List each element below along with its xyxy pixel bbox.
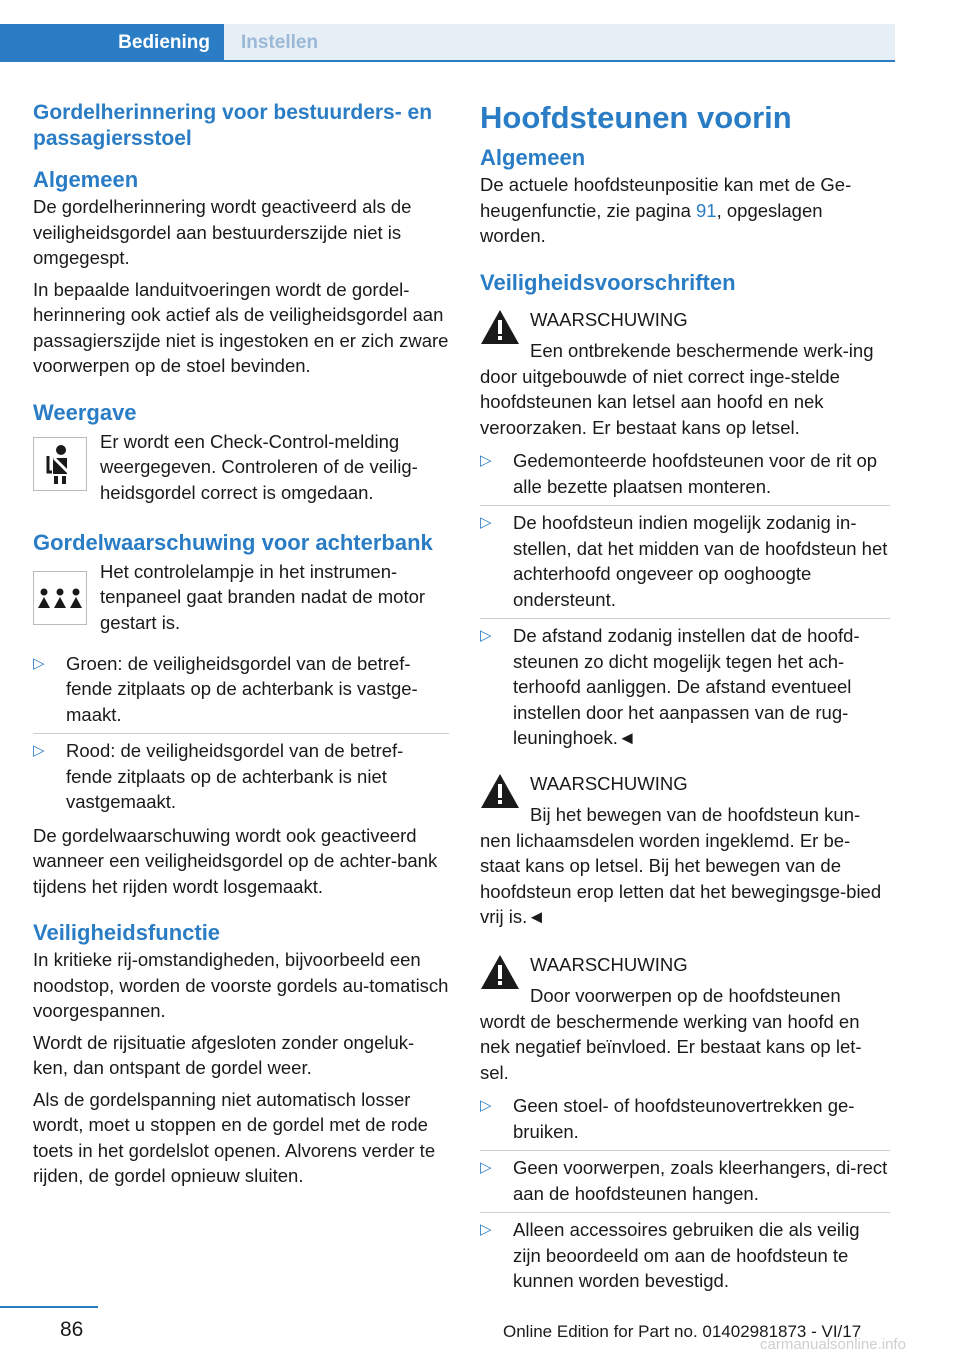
tab-instellen[interactable]: Instellen [224, 24, 895, 62]
page-link[interactable]: 91 [696, 199, 717, 221]
subheading-veiligheidsfunctie: Veiligheidsfunctie [33, 920, 221, 945]
warning-block [480, 952, 890, 1086]
triangle-bullet-icon: ▷ [480, 1159, 492, 1176]
warning-icon [480, 954, 520, 990]
list-item: ▷ De afstand zodanig instellen dat de hoofd-steunen zo dicht mogelijk tegen het ach-terhoofd aanliggen. De afstand eventueel instellen door het aanpassen van de rug-leuninghoek.◄ [480, 625, 860, 748]
paragraph: De gordelwaarschuwing wordt ook geactiveerd wanneer een veiligheidsgordel op de achter-bank tijdens het rijden wordt losgemaakt. [33, 824, 438, 897]
list-item: ▷ De hoofdsteun indien mogelijk zodanig in-stellen, dat het midden van de hoofdsteun het achterhoofd ongeveer op ooghoogte ondersteunt. [480, 506, 890, 619]
triangle-bullet-icon: ▷ [480, 1097, 492, 1114]
subheading-algemeen: Algemeen [480, 145, 586, 170]
list-item: ▷ Rood: de veiligheidsgordel van de betref-fende zitplaats op de achterbank is niet vastgemaakt. [33, 740, 404, 812]
subheading-achterbank: Gordelwaarschuwing voor achterbank [33, 529, 433, 555]
subheading-algemeen: Algemeen [33, 167, 139, 192]
paragraph: De actuele hoofdsteunpositie kan met de Ge-heugenfunctie, zie pagina 91, opgeslagen worden. [480, 174, 852, 246]
warning-block [480, 307, 890, 441]
triangle-bullet-icon: ▷ [480, 1221, 492, 1238]
triangle-bullet-icon: ▷ [33, 654, 45, 672]
edition-text: Online Edition for Part no. 01402981873 - VI/17 [503, 1322, 862, 1341]
weergave-text: Er wordt een Check-Control-melding weergegeven. Controleren of de veilig-heidsgordel correct is omgedaan. [100, 430, 418, 503]
list-item: ▷ Geen stoel- of hoofdsteunovertrekken ge-bruiken. [480, 1089, 890, 1151]
seatbelt-icon [33, 437, 87, 491]
list-item: ▷ Groen: de veiligheidsgordel van de betref-fende zitplaats op de achterbank is vastge-maakt. [33, 647, 449, 735]
subheading-veiligheidsvoorschriften: Veiligheidsvoorschriften [480, 269, 736, 295]
triangle-bullet-icon: ▷ [480, 627, 492, 644]
warning-text: Bij het bewegen van de hoofdsteun kun-nen lichaamsdelen worden ingeklemd. Er be-staat kans op letsel. Bij het bewegen van de hoofdsteun erop letten dat het bewegingsge-bied vrij is.◄ [480, 804, 882, 927]
paragraph: Wordt de rijsituatie afgesloten zonder ongeluk-ken, dan ontspant de gordel weer. [33, 1031, 415, 1078]
warning-text: Door voorwerpen op de hoofdsteunen wordt de beschermende werking van hoofd en nek negatief beïnvloed. Er bestaat kans op let-sel. [480, 985, 862, 1083]
rear-seats-icon [33, 571, 87, 625]
weergave-block [33, 429, 449, 509]
subheading-weergave: Weergave [33, 399, 137, 425]
warning-icon [480, 773, 520, 809]
paragraph: In bepaalde landuitvoeringen wordt de gordel-herinnering ook actief als de veiligheidsgordel aan passagierszijde niet is ingestoken en er zich zware voorwerpen op de stoel bevinden. [33, 278, 449, 376]
warning-block [480, 771, 890, 930]
footer-divider [0, 1306, 98, 1308]
warning-label: WAARSCHUWING [530, 308, 688, 330]
warning-list [480, 444, 890, 757]
triangle-bullet-icon: ▷ [33, 742, 45, 759]
achterbank-list [33, 647, 449, 821]
page-number: 86 [60, 1318, 84, 1341]
header-divider [0, 60, 895, 62]
list-item: ▷ Gedemonteerde hoofdsteunen voor de rit op alle bezette plaatsen monteren. [480, 444, 890, 506]
tab-bediening[interactable]: Bediening [0, 24, 224, 62]
list-item: ▷ Alleen accessoires gebruiken die als veilig zijn beoordeeld om aan de hoofdsteun te kunnen worden bevestigd. [480, 1219, 860, 1291]
paragraph: De gordelherinnering wordt geactiveerd als de veiligheidsgordel aan bestuurderszijde niet is omgegespt. [33, 196, 412, 268]
right-column [480, 100, 890, 1300]
paragraph: Als de gordelspanning niet automatisch losser wordt, moet u stoppen en de gordel met de rode toets in het gordelslot openen. Alvorens verder te rijden, de gordel opnieuw sluiten. [33, 1088, 436, 1186]
paragraph: In kritieke rij-omstandigheden, bijvoorbeeld een noodstop, worden de voorste gordels au-tomatisch voorgespannen. [33, 949, 449, 1021]
warning-icon [480, 309, 520, 345]
watermark: carmanualsonline.info [760, 1336, 906, 1353]
left-column [33, 100, 449, 1195]
warning-text: Een ontbrekende beschermende werk-ing door uitgebouwde of niet correct inge-stelde hoofdsteunen kan letsel aan hoofd en nek veroorzaken. Er bestaat kans op letsel. [480, 340, 874, 438]
section-title-hoofdsteunen: Hoofdsteunen voorin [480, 100, 792, 135]
achterbank-block [33, 559, 449, 639]
warning-list [480, 1089, 890, 1300]
warning-label: WAARSCHUWING [530, 772, 688, 794]
list-item: ▷ Geen voorwerpen, zoals kleerhangers, di-rect aan de hoofdsteunen hangen. [480, 1151, 890, 1213]
warning-label: WAARSCHUWING [530, 953, 688, 975]
triangle-bullet-icon: ▷ [480, 514, 492, 531]
achterbank-text: Het controlelampje in het instrumen-tenpaneel gaat branden nadat de motor gestart is. [100, 560, 426, 633]
section-title-gordelherinnering: Gordelherinnering voor bestuurders- en passagiersstoel [33, 101, 433, 150]
triangle-bullet-icon: ▷ [480, 452, 492, 469]
header-tabs [0, 0, 895, 62]
